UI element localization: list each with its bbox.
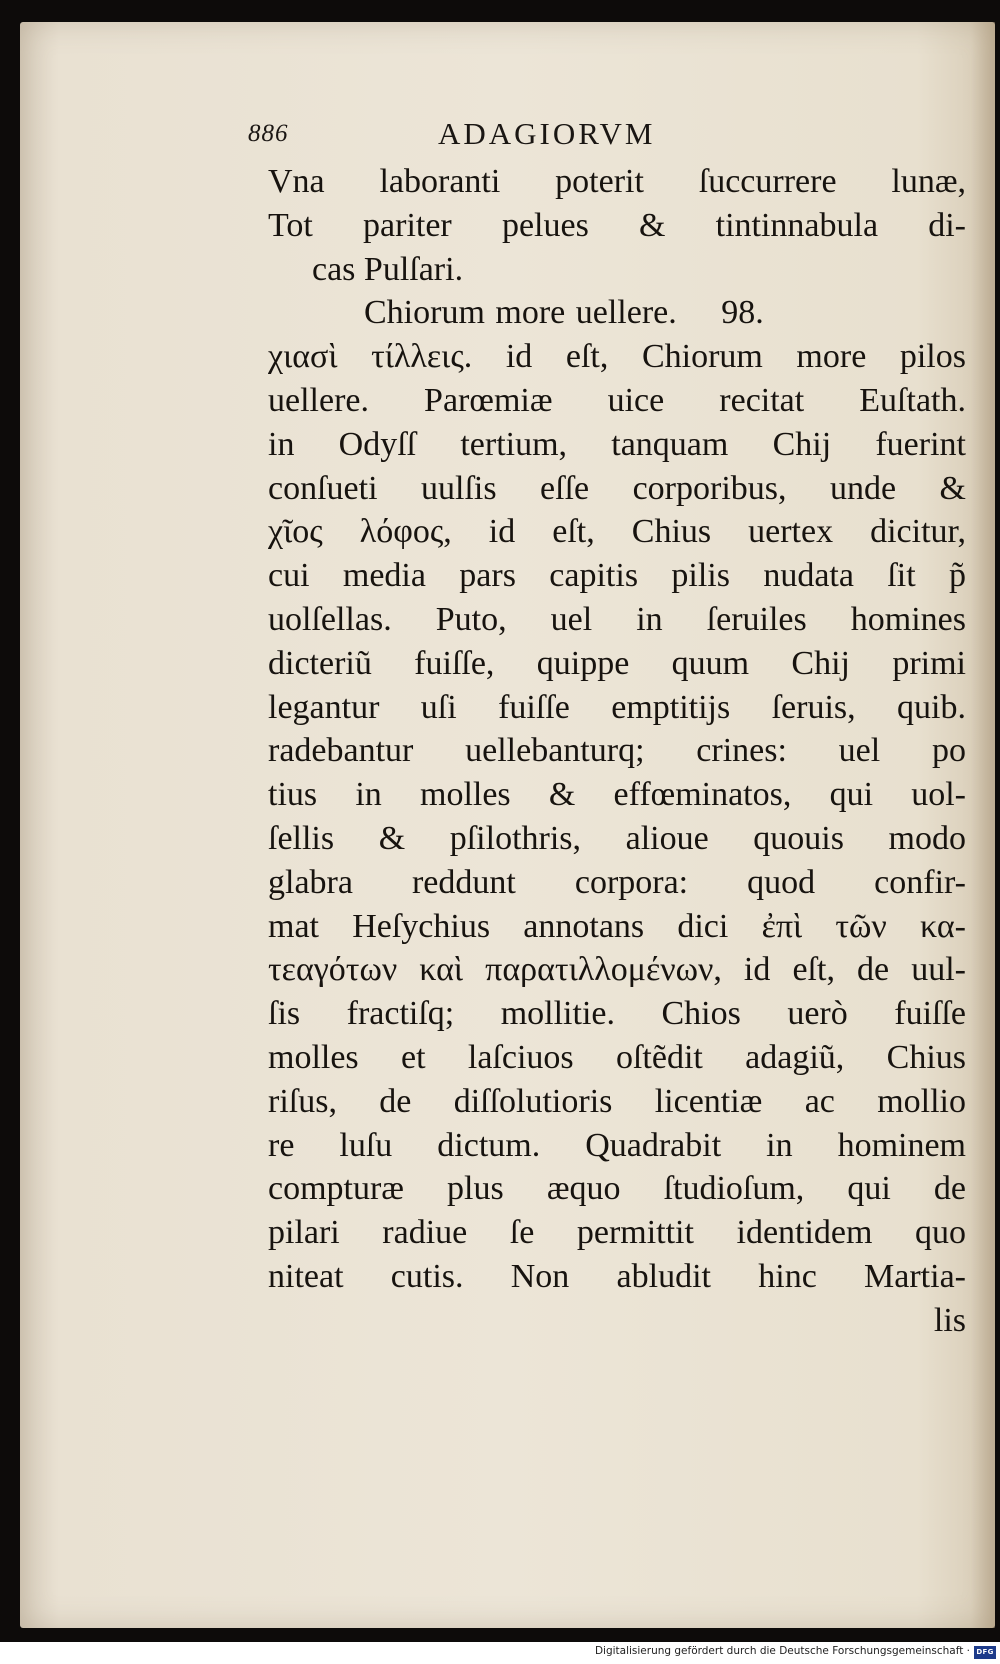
text-line-21: molles et laſciuos oſtẽdit adagiũ, Chius: [268, 1038, 966, 1076]
text-line-19: τεαγότων καὶ παρατιλλομένων, id eſt, de uul-: [268, 951, 966, 989]
text-line-7: in Odyſſ tertium, tanquam Chij fuerint: [268, 425, 966, 463]
adage-heading: [268, 291, 966, 335]
text-line-12: dicteriũ fuiſſe, quippe quum Chij primi: [268, 644, 966, 682]
catchword: lis: [933, 1301, 966, 1339]
page-header: [248, 116, 968, 160]
text-line-3: cas Pulſari.: [312, 250, 464, 288]
text-line-10: cui media pars capitis pilis nudata ſit p̃: [268, 557, 966, 595]
text-line-15: tius in molles & effœminatos, qui uol-: [268, 776, 966, 814]
text-line-1: Vna laboranti poterit ſuccurrere lunæ,: [268, 163, 966, 200]
text-line-16: ſellis & pſilothris, alioue quouis modo: [268, 819, 966, 857]
adage-title: Chiorum more uellere.: [364, 294, 677, 332]
dfg-logo-icon: DFG: [974, 1646, 996, 1659]
text-line-24: compturæ plus æquo ſtudioſum, qui de: [268, 1170, 966, 1208]
adage-number: 98.: [721, 294, 764, 332]
text-line-6: uellere. Parœmiæ uice recitat Euſtath.: [268, 381, 966, 419]
text-line-18: mat Heſychius annotans dici ἐπὶ τῶν κα-: [268, 907, 966, 945]
text-line-13: legantur uſi fuiſſe emptitijs ſeruis, quib.: [268, 688, 966, 726]
text-line-22: riſus, de diſſolutioris licentiæ ac mollio: [268, 1082, 966, 1120]
funding-credit: Digitalisierung gefördert durch die Deutsche Forschungsgemeinschaft ·: [594, 1645, 970, 1657]
text-line-14: radebantur uellebanturq; crines: uel po: [268, 732, 966, 770]
text-line-9: χῖος λόφος, id eſt, Chius uertex dicitur,: [268, 513, 966, 551]
running-head: ADAGIORVM: [438, 116, 656, 151]
text-line-26: niteat cutis. Non abludit hinc Martia-: [268, 1257, 966, 1295]
text-line-25: pilari radiue ſe permittit identidem quo: [268, 1214, 966, 1252]
text-line-20: ſis fractiſq; mollitie. Chios uerò fuiſſe: [268, 995, 966, 1033]
digitization-footer: [0, 1642, 1000, 1664]
text-line-11: uolſellas. Puto, uel in ſeruiles homines: [268, 600, 966, 638]
text-line-8: conſueti uulſis eſſe corporibus, unde &: [268, 469, 966, 507]
page-number: 886: [248, 120, 289, 147]
text-line-5: χιασὶ τίλλεις. id eſt, Chiorum more pilos: [268, 338, 966, 376]
text-line-17: glabra reddunt corpora: quod confir-: [268, 863, 966, 901]
text-line-23: re luſu dictum. Quadrabit in hominem: [268, 1126, 966, 1164]
page-edge-shadow: [971, 22, 995, 1628]
body-text: [268, 160, 966, 1343]
text-line-2: Tot pariter pelues & tintinnabula di-: [268, 206, 966, 244]
